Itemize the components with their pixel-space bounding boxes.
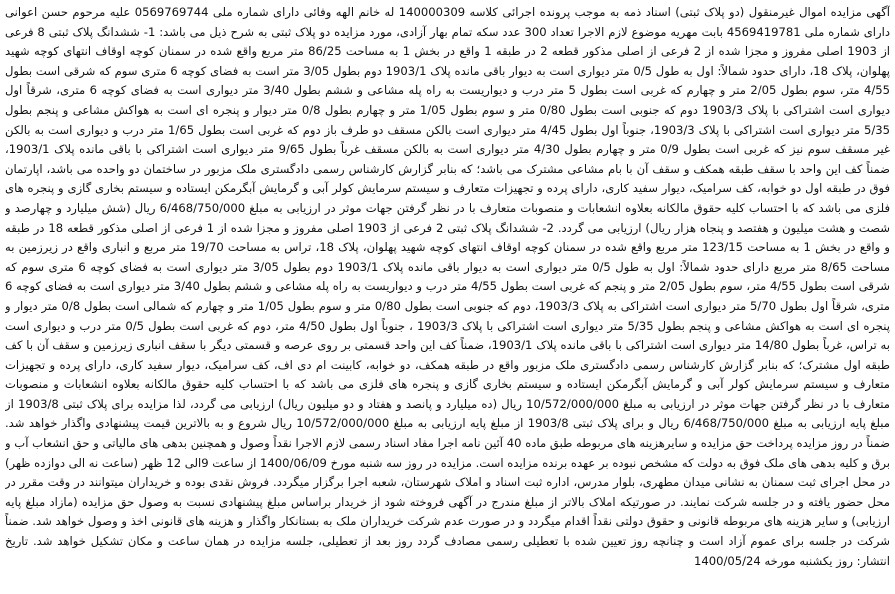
notice-paragraph: آگهی مزایده اموال غیرمنقول (دو پلاک ثبتی) اسناد ذمه به موجب پرونده اجرائی کلاسه 140000309 له خانم الهه وفائی دارای شماره ملی 0569769744 علیه مرحوم حسن اعوانی دارای شماره ملی 4569419781 بابت مهریه موضوع لازم الاجرا تعداد 300 عدد سکه تمام بهار آزادی، مورد مزایده دو پلاک ثبتی به شرح ذیل می باشد: 1- ششدانگ پلاک ثبتی 8 فرعی از 1903 اصلی مفروز و مجزا شده از 2 فرعی از اصلی مذکور قطعه 2 در طبقه 1 واقع در بخش 1 به مساحت 86/25 متر مربع واقع شده در سمنان کوچه اوقاف انتهای کوچه شهید پهلوان، پلاک 18، دارای حدود شمالاً: اول به طول 0/5 متر دیواری است به دیوار باقی مانده پلاک 1903/1 دوم بطول 3/05 متر است به فضای کوچه 6 متری سوم که شرقی است بطول 4/55 متر، سوم بطول 2/05 متر و چهارم که غربی است بطول 5 متر درب و دیواریست به راه پله مشاعی و ششم بطول 3/40 متر دیواری است به فضای کوچه 6 متری، شرقاً اول دیواری است اشتراکی با پلاک 1903/3 دوم که جنوبی است بطول 0/80 متر و سوم بطول 1/05 متر و چهارم بطول 0/8 متر دیوار و پنجره ای است به هواکش مشاعی و پنجم بطول 5/35 متر دیواری است اشتراکی با پلاک 1903/3، جنوباً اول بطول 4/45 متر دیواری است بالکن مسقف دو طرف باز دوم که غربی است بطول 1/65 متر درب و دیواری است به بالکن غیر مسقف سوم نیز که غربی است بطول 0/9 متر و چهارم بطول 4/30 متر دیواری است به بالکن مسقف غرباً بطول 9/65 متر دیواری است اشتراکی با باقی مانده پلاک 1903/1، ضمناً کف این واحد با سقف طبقه همکف و سقف آن با بام مشاعی مشترک می باشد؛ که بنابر گزارش کارشناس رسمی دادگستری ملک مزبور در ساختمان دو واحده می باشد، اپارتمان فوق در طبقه اول دو خوابه، کف سرامیک، دیوار سفید کاری، دارای پرده و تجهیزات متعارف و سیستم سرمایش کولر آبی و گرمایش آبگرمکن ایستاده و سیستم بخاری گازی و پنجره های فلزی می باشد که با احتساب کلیه حقوق مالکانه بعلاوه انشعابات و منصوبات متعارف با در نظر گرفتن جهات موثر در ارزیابی به مبلغ 6/468/750/000 ریال (شش میلیارد و چهارصد و شصت و هشت میلیون و هفتصد و پنجاه هزار ریال) ارزیابی می گردد. 2- ششدانگ پلاک ثبتی 2 فرعی از 1903 اصلی مفروز و مجزا شده از 1 فرعی از اصلی مذکور قطعه 18 در طبقه و واقع در بخش 1 به مساحت 123/15 متر مربع واقع شده در سمنان کوچه اوقاف انتهای کوچه شهید پهلوان، پلاک 18، تراس به مساحت 19/70 متر مربع و انباری واقع در زیرزمین به مساحت 8/65 متر مربع دارای حدود شمالاً: اول به طول 0/5 متر دیواری است به دیوار باقی مانده پلاک 1903/1 دوم بطول 3/05 متر دیواری است به فضای کوچه 6 متری سوم که شرقی است بطول 4/55 متر، سوم بطول 2/05 متر و پنجم که غربی است بطول 4/55 متر درب و دیواریست به راه پله مشاعی و ششم بطول 3/40 متر دیواری است به فضای کوچه 6 متری، شرقاً اول بطول 5/70 متر دیواری است اشتراکی به پلاک 1903/3، دوم که جنوبی است بطول 0/80 متر و سوم بطول 1/05 متر و چهارم که شمالی است بطول 0/8 متر دیوار و پنجره ای است به هواکش مشاعی و پنجم بطول 5/35 متر دیواری است اشتراکی با پلاک 1903/3 ، جنوباً اول بطول 4/50 متر، دوم که غربی است بطول 0/5 متر درب و دیواری است به تراس، غرباً بطول 14/80 متر دیواری است اشتراکی با باقی مانده پلاک 1903/1، ضمناً کف این واحد قسمتی بر روی عرصه و قسمتی دیگر با سقف انباری زیرزمین و سقف آن با کف طبقه اول مشترک؛ که بنابر گزارش کارشناس رسمی دادگستری ملک مزبور واقع در طبقه همکف، دو خوابه، کابینت ام دی اف، کف سرامیک، دیوار سفید کاری، دارای پرده و تجهیزات متعارف و سیستم سرمایش کولر آبی و گرمایش آبگرمکن ایستاده و سیستم بخاری گازی و پنجره های فلزی می باشد که با احتساب کلیه حقوق مالکانه بعلاوه انشعابات و منصوبات متعارف با در نظر گرفتن جهات موثر در ارزیابی به مبلغ 10/572/000/000 ریال (ده میلیارد و پانصد و هفتاد و دو میلیون ریال) ارزیابی می گردد، لذا مزایده برای پلاک ثبتی 1903/8 از مبلغ پایه ارزیابی به مبلغ 6/468/750/000 ریال و برای پلاک ثبتی 1903/8 از مبلغ پایه ارزیابی به مبلغ 10/572/000/000 ریال شروع و به بالاترین قیمت پیشنهادی واگذار خواهد شد. ضمناً در روز مزایده پرداخت حق مزایده و سایرهزینه های مربوطه طبق ماده 40 آئین نامه اجرا مفاد اسناد رسمی لازم الاجرا نقداً وصول و همچنین بدهی های مالیاتی و حق انشعاب آب و برق و کلیه بدهی های ملک فوق به دولت که مشخص نبوده بر عهده برنده مزایده است. مزایده در روز سه شنبه مورخ 1400/06/09 از ساعت 9الی 12 ظهر (ساعت نه الی دوازده ظهر) در محل اجرای ثبت سمنان به نشانی میدان مطهری، بلوار مدرس، اداره ثبت اسناد و املاک شهرستان، شعبه اجرا برگزار میگردد. فروش نقدی بوده و خریداران میتوانند در وقت مقرر در محل حضور یافته و در جلسه شرکت نمایند. در صورتیکه املاک بالاتر از مبلغ مندرج در آگهی فروخته شود از خریدار براساس مبلغ پیشنهادی نسبت به وصول حق مزایده (مازاد مبلغ پایه ارزیابی) و سایر هزینه های مربوطه قانونی و حقوق دولتی نقداً اقدام میگردد و در صورت عدم شرکت خریداران ملک به بستانکار واگذار و هزینه های قانونی اخذ و وصول خواهد شد. ضمناً شرکت در جلسه برای عموم آزاد است و چنانچه روز تعیین شده با تعطیلی رسمی مصادف گردد روز بعد از تعطیلی، جلسه مزایده در همان ساعت و مکان تشکیل خواهد شد. تاریخ انتشار: روز یکشنبه مورخه 1400/05/24 xyxy=(5,5,890,568)
auction-notice-text xyxy=(5,3,890,588)
